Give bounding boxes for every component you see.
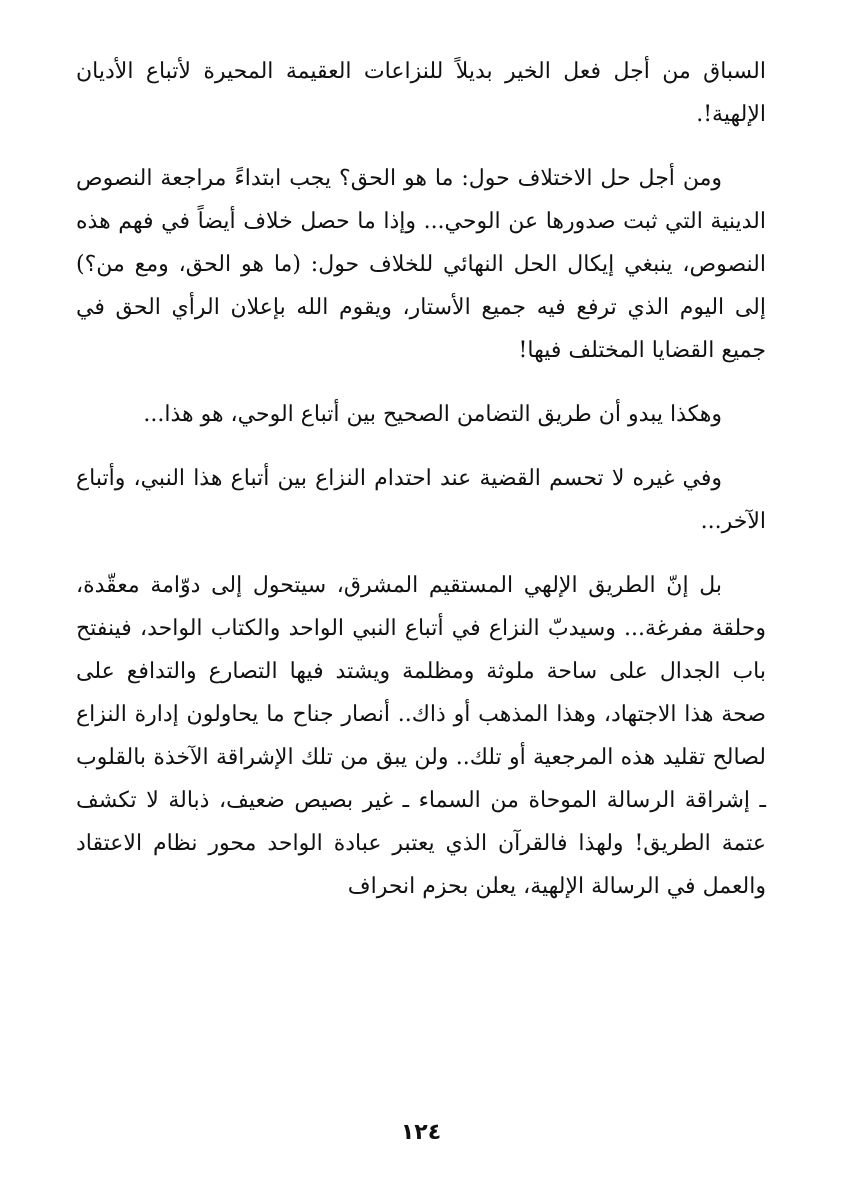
paragraph-1: السباق من أجل فعل الخير بديلاً للنزاعات العقيمة المحيرة لأتباع الأديان الإلهية!. xyxy=(76,59,766,127)
paragraph-4: وفي غيره لا تحسم القضية عند احتدام النزاع بين أتباع هذا النبي، وأتباع الآخر... xyxy=(76,466,766,534)
text-body xyxy=(76,50,766,929)
paragraph-2: ومن أجل حل الاختلاف حول: ما هو الحق؟ يجب ابتداءً مراجعة النصوص الدينية التي ثبت صدورها عن الوحي... وإذا ما حصل خلاف أيضاً في فهم هذه النصوص، ينبغي إيكال الحل النهائي للخلاف حول: (ما هو الحق، ومع من؟) إلى اليوم الذي ترفع فيه جميع الأستار، ويقوم الله بإعلان الرأي الحق في جميع القضايا المختلف فيها! xyxy=(76,166,766,363)
paragraph-3: وهكذا يبدو أن طريق التضامن الصحيح بين أتباع الوحي، هو هذا... xyxy=(143,402,722,427)
page-number: ١٢٤ xyxy=(400,1120,442,1145)
paragraph-5: بل إنّ الطريق الإلهي المستقيم المشرق، سيتحول إلى دوّامة معقّدة، وحلقة مفرغة... وسيدبّ النزاع في أتباع النبي الواحد والكتاب الواحد، فينفتح باب الجدال على ساحة ملوثة ومظلمة ويشتد فيها التصارع والتدافع على صحة هذا الاجتهاد، وهذا المذهب أو ذاك.. أنصار جناح ما يحاولون إدارة النزاع لصالح تقليد هذه المرجعية أو تلك.. ولن يبق من تلك الإشراقة الآخذة بالقلوب ـ إشراقة الرسالة الموحاة من السماء ـ غير بصيص ضعيف، ذبالة لا تكشف عتمة الطريق! ولهذا فالقرآن الذي يعتبر عبادة الواحد محور نظام الاعتقاد والعمل في الرسالة الإلهية، يعلن بحزم انحراف xyxy=(76,573,766,899)
